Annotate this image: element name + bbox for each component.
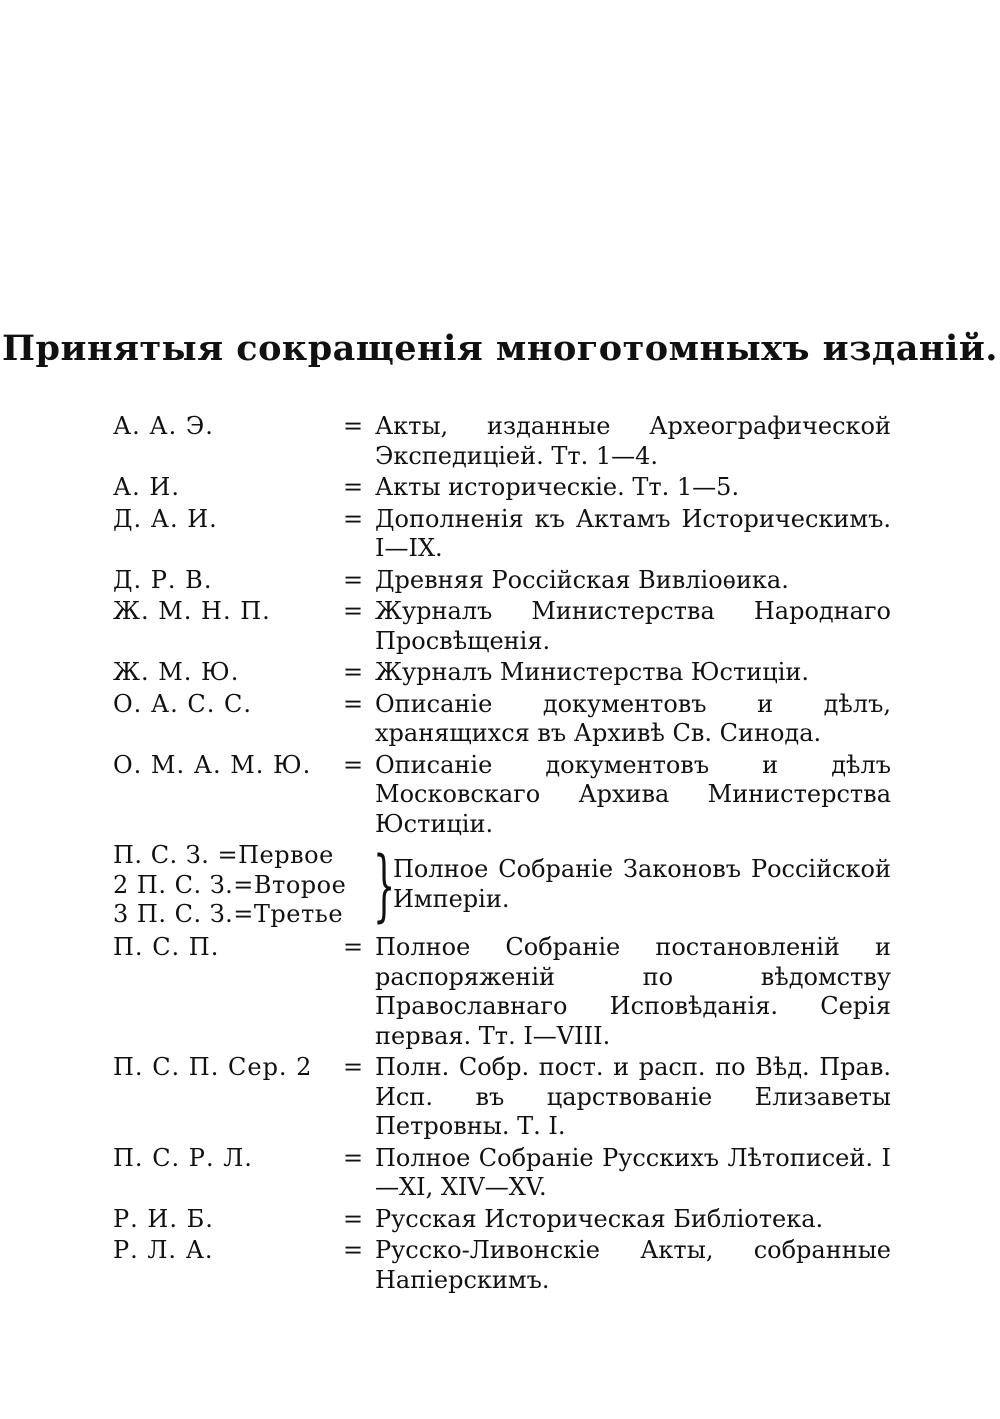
equals-sign: =: [342, 658, 364, 686]
equals-sign: =: [342, 1204, 364, 1233]
definition: Описаніе документовъ и дѣлъ, хранящихся въ Архивѣ Св. Синода.: [375, 689, 891, 747]
psz-abbreviation-line: 3 П. С. З.=Третье: [113, 900, 344, 928]
psz-group-entry: [113, 841, 891, 931]
abbreviation-entry: [113, 1236, 891, 1295]
equals-sign: =: [342, 1053, 364, 1081]
abbreviation-entry: [113, 505, 891, 564]
psz-abbreviation-line: 2 П. С. З.=Второе: [113, 870, 347, 899]
abbreviation-entry: [113, 658, 891, 688]
abbreviation-entry: [113, 566, 891, 596]
curly-brace: }: [373, 841, 396, 931]
abbreviation-entry: [113, 473, 891, 503]
definition: Акты, изданные Археографической Экспедиціей. Тт. 1—4.: [375, 412, 891, 470]
definition: Полное Собраніе постановленій и распоряженій по вѣдомству Православнаго Исповѣданія. Серія первая. Тт. I—VIII.: [375, 933, 891, 1050]
equals-sign: =: [342, 597, 364, 625]
equals-sign: =: [342, 750, 364, 779]
psz-abbreviation-line: П. С. З. =Первое: [113, 841, 334, 869]
abbreviation: Д. А. И.: [113, 504, 218, 533]
abbreviation-entry: [113, 1053, 891, 1142]
definition: Древняя Россійская Вивліоѳика.: [375, 565, 789, 594]
abbreviation: Д. Р. В.: [113, 565, 213, 594]
abbreviation-entry: [113, 1144, 891, 1203]
equals-sign: =: [342, 1143, 364, 1172]
definition: Акты историческіе. Тт. 1—5.: [375, 473, 740, 501]
equals-sign: =: [342, 504, 364, 533]
equals-sign: =: [342, 412, 364, 440]
abbreviation-entry: [113, 751, 891, 840]
abbreviation-entry: [113, 597, 891, 656]
abbreviation-entry: [113, 1205, 891, 1235]
abbreviation: Р. Л. А.: [113, 1236, 214, 1264]
definition: Журналъ Министерства Народнаго Просвѣщенія.: [375, 597, 891, 655]
equals-sign: =: [342, 933, 364, 961]
abbreviation-list: [113, 412, 891, 1297]
definition: Дополненія къ Актамъ Историческимъ. I—IX.: [375, 504, 891, 562]
abbreviation-entry: [113, 690, 891, 749]
abbreviation: П. С. П. Сер. 2: [113, 1053, 313, 1081]
definition: Полное Собраніе Законовъ Россійской Имперіи.: [393, 855, 891, 913]
definition: Журналъ Министерства Юстиціи.: [375, 658, 810, 686]
equals-sign: =: [342, 1236, 364, 1264]
page-title: Принятыя сокращенія многотомныхъ изданій.: [1, 328, 998, 369]
abbreviation: П. С. П.: [113, 933, 220, 961]
psz-abbreviations: [113, 841, 373, 931]
abbreviation: Ж. М. Н. П.: [113, 597, 271, 625]
definition: Русская Историческая Библіотека.: [375, 1204, 824, 1233]
abbreviation: А. И.: [113, 473, 180, 501]
equals-sign: =: [342, 565, 364, 594]
abbreviation-entry: [113, 412, 891, 471]
abbreviation: А. А. Э.: [113, 412, 214, 440]
abbreviation: О. А. С. С.: [113, 689, 252, 718]
abbreviation: Р. И. Б.: [113, 1204, 214, 1233]
abbreviation: Ж. М. Ю.: [113, 658, 240, 686]
equals-sign: =: [342, 473, 364, 501]
definition: Полное Собраніе Русскихъ Лѣтописей. I—XI, XIV—XV.: [375, 1143, 891, 1201]
abbreviation-entry: [113, 933, 891, 1051]
definition: Полн. Собр. пост. и расп. по Вѣд. Прав. Исп. въ царствованіе Елизаветы Петровны. Т. I.: [375, 1053, 891, 1140]
definition: Описаніе документовъ и дѣлъ Московскаго Архива Министерства Юстиціи.: [375, 750, 891, 838]
abbreviation: П. С. Р. Л.: [113, 1143, 253, 1172]
equals-sign: =: [342, 689, 364, 718]
abbreviation: О. М. А. М. Ю.: [113, 750, 312, 779]
definition: Русско-Ливонскіе Акты, собранные Напіерскимъ.: [375, 1236, 891, 1294]
